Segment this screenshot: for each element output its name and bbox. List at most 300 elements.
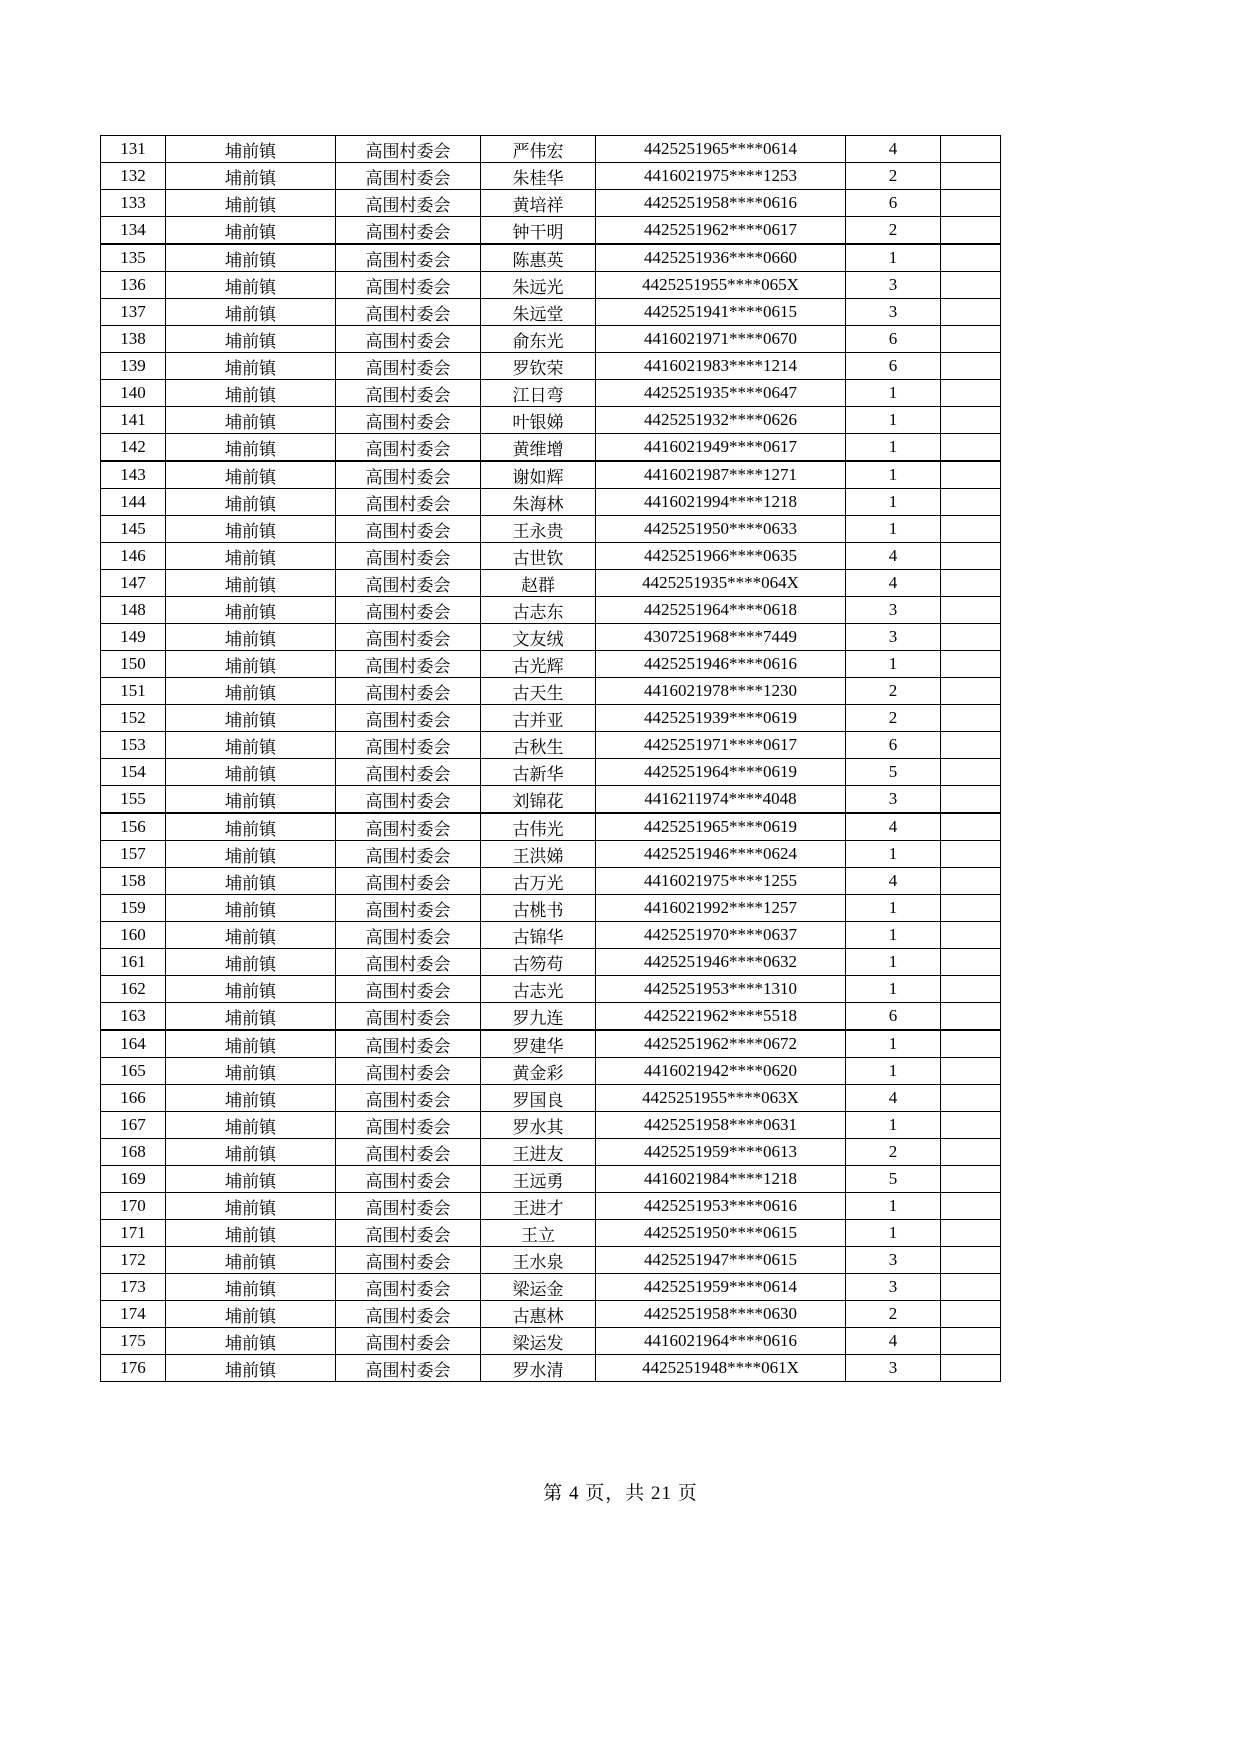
id-cell: 4425251958****0630 (596, 1301, 846, 1328)
table-row (101, 786, 1001, 814)
table-row (101, 1193, 1001, 1220)
table-row (101, 949, 1001, 976)
town-cell: 埔前镇 (166, 1355, 336, 1382)
name-cell: 王永贵 (481, 516, 596, 543)
empty-cell (941, 597, 1001, 624)
row-index: 168 (101, 1139, 166, 1166)
town-cell: 埔前镇 (166, 813, 336, 841)
row-index: 148 (101, 597, 166, 624)
table-row (101, 299, 1001, 326)
id-cell: 4416021975****1253 (596, 163, 846, 190)
row-index: 160 (101, 922, 166, 949)
table-row (101, 841, 1001, 868)
table-row (101, 1058, 1001, 1085)
count-cell: 2 (846, 705, 941, 732)
town-cell: 埔前镇 (166, 922, 336, 949)
name-cell: 朱远堂 (481, 299, 596, 326)
id-cell: 4416211974****4048 (596, 786, 846, 814)
town-cell: 埔前镇 (166, 489, 336, 516)
count-cell: 4 (846, 813, 941, 841)
village-cell: 高围村委会 (336, 434, 481, 462)
row-index: 143 (101, 461, 166, 489)
name-cell: 朱桂华 (481, 163, 596, 190)
name-cell: 古笏苟 (481, 949, 596, 976)
count-cell: 2 (846, 217, 941, 245)
row-index: 131 (101, 136, 166, 163)
row-index: 144 (101, 489, 166, 516)
row-index: 166 (101, 1085, 166, 1112)
town-cell: 埔前镇 (166, 407, 336, 434)
village-cell: 高围村委会 (336, 516, 481, 543)
count-cell: 3 (846, 272, 941, 299)
id-cell: 4425251935****064X (596, 570, 846, 597)
table-row (101, 868, 1001, 895)
empty-cell (941, 1247, 1001, 1274)
empty-cell (941, 868, 1001, 895)
town-cell: 埔前镇 (166, 353, 336, 380)
table-row (101, 326, 1001, 353)
row-index: 140 (101, 380, 166, 407)
name-cell: 古秋生 (481, 732, 596, 759)
table-row (101, 1085, 1001, 1112)
table-row (101, 732, 1001, 759)
empty-cell (941, 922, 1001, 949)
table-row (101, 543, 1001, 570)
table-row (101, 1220, 1001, 1247)
town-cell: 埔前镇 (166, 434, 336, 462)
row-index: 173 (101, 1274, 166, 1301)
table-row (101, 1166, 1001, 1193)
empty-cell (941, 1030, 1001, 1058)
name-cell: 王远勇 (481, 1166, 596, 1193)
row-index: 146 (101, 543, 166, 570)
table-row (101, 461, 1001, 489)
empty-cell (941, 1058, 1001, 1085)
name-cell: 朱海林 (481, 489, 596, 516)
id-cell: 4425221962****5518 (596, 1003, 846, 1031)
village-cell: 高围村委会 (336, 1112, 481, 1139)
count-cell: 1 (846, 461, 941, 489)
count-cell: 2 (846, 1139, 941, 1166)
row-index: 153 (101, 732, 166, 759)
count-cell: 3 (846, 1274, 941, 1301)
row-index: 151 (101, 678, 166, 705)
id-cell: 4425251965****0614 (596, 136, 846, 163)
table-row (101, 272, 1001, 299)
village-cell: 高围村委会 (336, 272, 481, 299)
count-cell: 4 (846, 1085, 941, 1112)
id-cell: 4416021942****0620 (596, 1058, 846, 1085)
count-cell: 1 (846, 949, 941, 976)
empty-cell (941, 813, 1001, 841)
count-cell: 2 (846, 1301, 941, 1328)
name-cell: 黄培祥 (481, 190, 596, 217)
village-cell: 高围村委会 (336, 732, 481, 759)
count-cell: 4 (846, 868, 941, 895)
row-index: 139 (101, 353, 166, 380)
count-cell: 1 (846, 1112, 941, 1139)
town-cell: 埔前镇 (166, 786, 336, 814)
id-cell: 4425251936****0660 (596, 244, 846, 272)
count-cell: 4 (846, 1328, 941, 1355)
village-cell: 高围村委会 (336, 1139, 481, 1166)
count-cell: 6 (846, 326, 941, 353)
table-row (101, 678, 1001, 705)
table-row (101, 489, 1001, 516)
empty-cell (941, 651, 1001, 678)
id-cell: 4425251959****0614 (596, 1274, 846, 1301)
name-cell: 罗钦荣 (481, 353, 596, 380)
empty-cell (941, 244, 1001, 272)
empty-cell (941, 190, 1001, 217)
name-cell: 陈惠英 (481, 244, 596, 272)
count-cell: 3 (846, 597, 941, 624)
row-index: 152 (101, 705, 166, 732)
count-cell: 4 (846, 543, 941, 570)
village-cell: 高围村委会 (336, 163, 481, 190)
name-cell: 古并亚 (481, 705, 596, 732)
id-cell: 4425251950****0615 (596, 1220, 846, 1247)
id-cell: 4416021975****1255 (596, 868, 846, 895)
name-cell: 古万光 (481, 868, 596, 895)
village-cell: 高围村委会 (336, 1355, 481, 1382)
village-cell: 高围村委会 (336, 543, 481, 570)
table-row (101, 759, 1001, 786)
village-cell: 高围村委会 (336, 759, 481, 786)
village-cell: 高围村委会 (336, 190, 481, 217)
name-cell: 梁运发 (481, 1328, 596, 1355)
village-cell: 高围村委会 (336, 407, 481, 434)
village-cell: 高围村委会 (336, 678, 481, 705)
table-row (101, 1112, 1001, 1139)
id-cell: 4416021978****1230 (596, 678, 846, 705)
village-cell: 高围村委会 (336, 1085, 481, 1112)
name-cell: 罗九连 (481, 1003, 596, 1031)
name-cell: 古锦华 (481, 922, 596, 949)
count-cell: 6 (846, 732, 941, 759)
town-cell: 埔前镇 (166, 516, 336, 543)
table-row (101, 434, 1001, 462)
id-cell: 4425251958****0631 (596, 1112, 846, 1139)
empty-cell (941, 543, 1001, 570)
empty-cell (941, 976, 1001, 1003)
village-cell: 高围村委会 (336, 597, 481, 624)
row-index: 136 (101, 272, 166, 299)
name-cell: 钟干明 (481, 217, 596, 245)
count-cell: 1 (846, 1030, 941, 1058)
village-cell: 高围村委会 (336, 1003, 481, 1031)
row-index: 142 (101, 434, 166, 462)
id-cell: 4425251946****0632 (596, 949, 846, 976)
town-cell: 埔前镇 (166, 190, 336, 217)
table-row (101, 624, 1001, 651)
empty-cell (941, 1112, 1001, 1139)
town-cell: 埔前镇 (166, 868, 336, 895)
town-cell: 埔前镇 (166, 217, 336, 245)
town-cell: 埔前镇 (166, 299, 336, 326)
village-cell: 高围村委会 (336, 489, 481, 516)
count-cell: 4 (846, 570, 941, 597)
empty-cell (941, 1274, 1001, 1301)
id-cell: 4416021971****0670 (596, 326, 846, 353)
town-cell: 埔前镇 (166, 651, 336, 678)
name-cell: 王进才 (481, 1193, 596, 1220)
table-row (101, 190, 1001, 217)
count-cell: 1 (846, 407, 941, 434)
name-cell: 古世钦 (481, 543, 596, 570)
row-index: 133 (101, 190, 166, 217)
village-cell: 高围村委会 (336, 326, 481, 353)
village-cell: 高围村委会 (336, 949, 481, 976)
table-row (101, 1139, 1001, 1166)
village-cell: 高围村委会 (336, 705, 481, 732)
count-cell: 1 (846, 1193, 941, 1220)
count-cell: 1 (846, 380, 941, 407)
empty-cell (941, 1085, 1001, 1112)
row-index: 132 (101, 163, 166, 190)
table-row (101, 1247, 1001, 1274)
id-cell: 4425251955****065X (596, 272, 846, 299)
table-row (101, 922, 1001, 949)
id-cell: 4425251966****0635 (596, 543, 846, 570)
table-row (101, 651, 1001, 678)
town-cell: 埔前镇 (166, 1139, 336, 1166)
row-index: 169 (101, 1166, 166, 1193)
name-cell: 王立 (481, 1220, 596, 1247)
id-cell: 4425251947****0615 (596, 1247, 846, 1274)
id-cell: 4425251965****0619 (596, 813, 846, 841)
name-cell: 叶银娣 (481, 407, 596, 434)
town-cell: 埔前镇 (166, 461, 336, 489)
count-cell: 1 (846, 489, 941, 516)
village-cell: 高围村委会 (336, 841, 481, 868)
town-cell: 埔前镇 (166, 1301, 336, 1328)
village-cell: 高围村委会 (336, 1328, 481, 1355)
row-index: 175 (101, 1328, 166, 1355)
name-cell: 刘锦花 (481, 786, 596, 814)
count-cell: 6 (846, 353, 941, 380)
row-index: 150 (101, 651, 166, 678)
row-index: 156 (101, 813, 166, 841)
empty-cell (941, 326, 1001, 353)
empty-cell (941, 516, 1001, 543)
empty-cell (941, 353, 1001, 380)
table-row (101, 597, 1001, 624)
id-cell: 4425251962****0672 (596, 1030, 846, 1058)
town-cell: 埔前镇 (166, 624, 336, 651)
town-cell: 埔前镇 (166, 543, 336, 570)
count-cell: 3 (846, 299, 941, 326)
empty-cell (941, 1328, 1001, 1355)
row-index: 138 (101, 326, 166, 353)
town-cell: 埔前镇 (166, 895, 336, 922)
table-row (101, 516, 1001, 543)
name-cell: 黄维增 (481, 434, 596, 462)
empty-cell (941, 136, 1001, 163)
empty-cell (941, 1301, 1001, 1328)
empty-cell (941, 1139, 1001, 1166)
count-cell: 2 (846, 163, 941, 190)
count-cell: 1 (846, 434, 941, 462)
empty-cell (941, 1003, 1001, 1031)
name-cell: 罗建华 (481, 1030, 596, 1058)
village-cell: 高围村委会 (336, 624, 481, 651)
village-cell: 高围村委会 (336, 380, 481, 407)
row-index: 145 (101, 516, 166, 543)
empty-cell (941, 272, 1001, 299)
name-cell: 文友绒 (481, 624, 596, 651)
count-cell: 5 (846, 759, 941, 786)
id-cell: 4425251953****0616 (596, 1193, 846, 1220)
count-cell: 1 (846, 244, 941, 272)
town-cell: 埔前镇 (166, 1085, 336, 1112)
count-cell: 6 (846, 1003, 941, 1031)
empty-cell (941, 678, 1001, 705)
town-cell: 埔前镇 (166, 272, 336, 299)
town-cell: 埔前镇 (166, 244, 336, 272)
id-cell: 4425251962****0617 (596, 217, 846, 245)
town-cell: 埔前镇 (166, 1193, 336, 1220)
row-index: 176 (101, 1355, 166, 1382)
town-cell: 埔前镇 (166, 597, 336, 624)
town-cell: 埔前镇 (166, 759, 336, 786)
town-cell: 埔前镇 (166, 705, 336, 732)
empty-cell (941, 895, 1001, 922)
row-index: 165 (101, 1058, 166, 1085)
count-cell: 6 (846, 190, 941, 217)
id-cell: 4416021964****0616 (596, 1328, 846, 1355)
village-cell: 高围村委会 (336, 786, 481, 814)
id-cell: 4425251932****0626 (596, 407, 846, 434)
empty-cell (941, 299, 1001, 326)
town-cell: 埔前镇 (166, 732, 336, 759)
town-cell: 埔前镇 (166, 1058, 336, 1085)
name-cell: 古光辉 (481, 651, 596, 678)
id-cell: 4416021994****1218 (596, 489, 846, 516)
village-cell: 高围村委会 (336, 1220, 481, 1247)
name-cell: 古伟光 (481, 813, 596, 841)
roster-table (100, 135, 1001, 1382)
empty-cell (941, 786, 1001, 814)
table-row (101, 976, 1001, 1003)
name-cell: 赵群 (481, 570, 596, 597)
empty-cell (941, 759, 1001, 786)
town-cell: 埔前镇 (166, 841, 336, 868)
row-index: 170 (101, 1193, 166, 1220)
count-cell: 1 (846, 651, 941, 678)
count-cell: 3 (846, 1355, 941, 1382)
count-cell: 1 (846, 841, 941, 868)
row-index: 171 (101, 1220, 166, 1247)
table-row (101, 353, 1001, 380)
row-index: 163 (101, 1003, 166, 1031)
empty-cell (941, 1166, 1001, 1193)
name-cell: 王水泉 (481, 1247, 596, 1274)
town-cell: 埔前镇 (166, 380, 336, 407)
row-index: 134 (101, 217, 166, 245)
village-cell: 高围村委会 (336, 895, 481, 922)
row-index: 154 (101, 759, 166, 786)
table-row (101, 1328, 1001, 1355)
name-cell: 古志光 (481, 976, 596, 1003)
count-cell: 3 (846, 624, 941, 651)
row-index: 157 (101, 841, 166, 868)
name-cell: 严伟宏 (481, 136, 596, 163)
id-cell: 4425251964****0618 (596, 597, 846, 624)
name-cell: 梁运金 (481, 1274, 596, 1301)
name-cell: 古天生 (481, 678, 596, 705)
row-index: 137 (101, 299, 166, 326)
count-cell: 1 (846, 1220, 941, 1247)
id-cell: 4425251948****061X (596, 1355, 846, 1382)
id-cell: 4416021983****1214 (596, 353, 846, 380)
count-cell: 1 (846, 1058, 941, 1085)
village-cell: 高围村委会 (336, 1274, 481, 1301)
roster-table-body (101, 136, 1001, 1382)
empty-cell (941, 434, 1001, 462)
count-cell: 2 (846, 678, 941, 705)
village-cell: 高围村委会 (336, 461, 481, 489)
village-cell: 高围村委会 (336, 1166, 481, 1193)
name-cell: 黄金彩 (481, 1058, 596, 1085)
empty-cell (941, 461, 1001, 489)
name-cell: 古新华 (481, 759, 596, 786)
name-cell: 谢如辉 (481, 461, 596, 489)
village-cell: 高围村委会 (336, 813, 481, 841)
id-cell: 4425251964****0619 (596, 759, 846, 786)
town-cell: 埔前镇 (166, 1112, 336, 1139)
table-row (101, 813, 1001, 841)
village-cell: 高围村委会 (336, 244, 481, 272)
name-cell: 江日弯 (481, 380, 596, 407)
village-cell: 高围村委会 (336, 868, 481, 895)
id-cell: 4416021949****0617 (596, 434, 846, 462)
id-cell: 4425251959****0613 (596, 1139, 846, 1166)
name-cell: 罗国良 (481, 1085, 596, 1112)
village-cell: 高围村委会 (336, 353, 481, 380)
town-cell: 埔前镇 (166, 1274, 336, 1301)
row-index: 167 (101, 1112, 166, 1139)
town-cell: 埔前镇 (166, 678, 336, 705)
empty-cell (941, 841, 1001, 868)
row-index: 161 (101, 949, 166, 976)
town-cell: 埔前镇 (166, 326, 336, 353)
village-cell: 高围村委会 (336, 922, 481, 949)
id-cell: 4425251950****0633 (596, 516, 846, 543)
name-cell: 俞东光 (481, 326, 596, 353)
name-cell: 古桃书 (481, 895, 596, 922)
count-cell: 1 (846, 516, 941, 543)
empty-cell (941, 217, 1001, 245)
town-cell: 埔前镇 (166, 163, 336, 190)
id-cell: 4425251958****0616 (596, 190, 846, 217)
empty-cell (941, 163, 1001, 190)
table-row (101, 244, 1001, 272)
row-index: 155 (101, 786, 166, 814)
empty-cell (941, 705, 1001, 732)
table-row (101, 1355, 1001, 1382)
id-cell: 4425251939****0619 (596, 705, 846, 732)
row-index: 162 (101, 976, 166, 1003)
count-cell: 4 (846, 136, 941, 163)
village-cell: 高围村委会 (336, 1058, 481, 1085)
table-row (101, 407, 1001, 434)
empty-cell (941, 1193, 1001, 1220)
village-cell: 高围村委会 (336, 1193, 481, 1220)
table-row (101, 380, 1001, 407)
row-index: 174 (101, 1301, 166, 1328)
id-cell: 4425251946****0616 (596, 651, 846, 678)
